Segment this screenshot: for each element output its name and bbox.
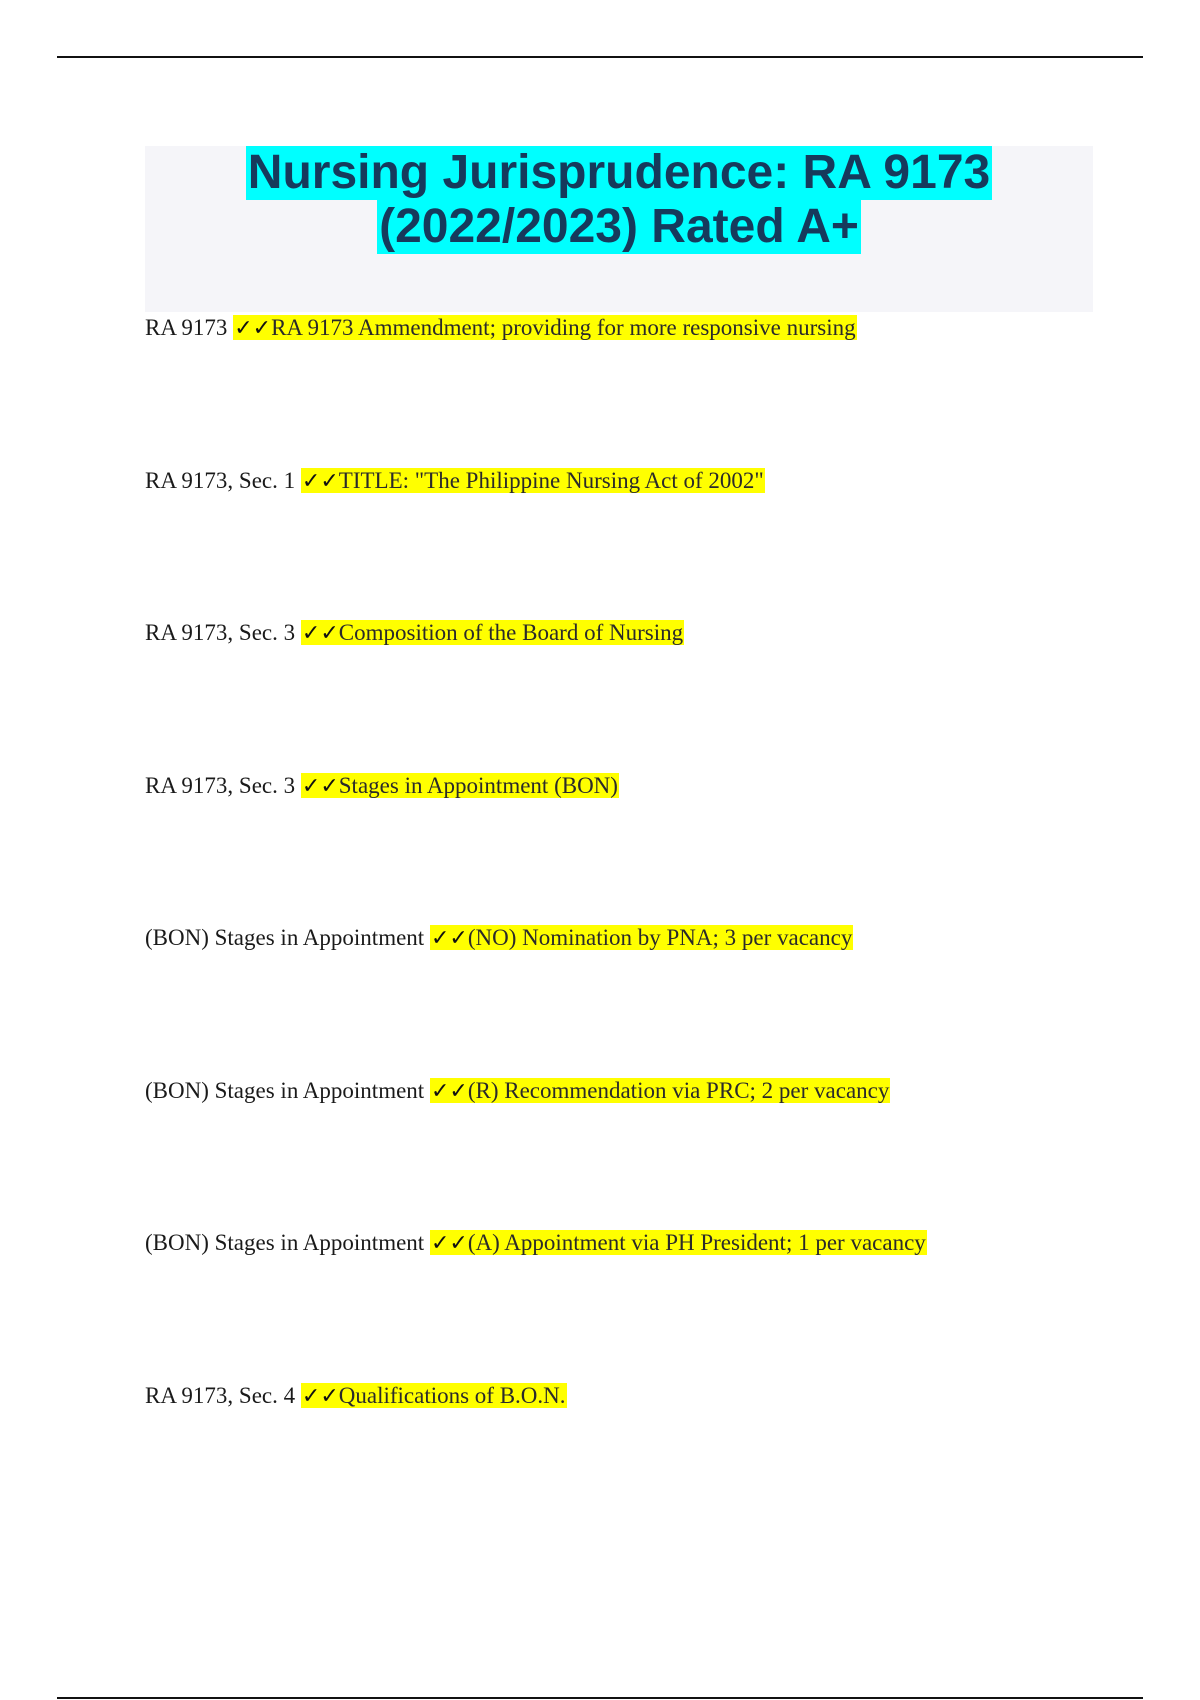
entry-answer: Stages in Appointment (BON) (338, 773, 618, 798)
title-line-2: (2022/2023) Rated A+ (379, 200, 859, 253)
qa-entry (145, 923, 853, 954)
entry-answer: TITLE: "The Philippine Nursing Act of 2002" (338, 468, 764, 493)
document-title (145, 146, 1093, 254)
entry-answer: (A) Appointment via PH President; 1 per vacancy (467, 1230, 926, 1255)
qa-entry (145, 618, 684, 649)
title-line-1: Nursing Jurisprudence: RA 9173 (247, 146, 991, 199)
entry-answer-highlight (430, 925, 853, 950)
entry-answer-highlight (233, 315, 856, 340)
double-check-icon: ✓✓ (430, 926, 468, 951)
entry-term: RA 9173, Sec. 4 (145, 1383, 296, 1408)
top-divider (57, 56, 1143, 58)
entry-term: (BON) Stages in Appointment (145, 925, 425, 950)
double-check-icon: ✓✓ (301, 774, 339, 799)
qa-entry (145, 313, 857, 344)
bottom-divider (57, 1697, 1143, 1699)
title-block (145, 146, 1093, 312)
entry-answer: (NO) Nomination by PNA; 3 per vacancy (467, 925, 853, 950)
double-check-icon: ✓✓ (301, 469, 339, 494)
entry-term: (BON) Stages in Appointment (145, 1230, 425, 1255)
qa-entry (145, 466, 765, 497)
qa-entry (145, 1228, 927, 1259)
entry-answer: (R) Recommendation via PRC; 2 per vacancy (467, 1078, 890, 1103)
entry-term: RA 9173, Sec. 3 (145, 620, 296, 645)
entry-term: RA 9173, Sec. 3 (145, 773, 296, 798)
entry-term: RA 9173, Sec. 1 (145, 468, 296, 493)
entry-answer: Composition of the Board of Nursing (338, 620, 684, 645)
entry-answer: RA 9173 Ammendment; providing for more responsive nursing (271, 315, 856, 340)
entry-answer-highlight (430, 1230, 927, 1255)
double-check-icon: ✓✓ (301, 1384, 339, 1409)
double-check-icon: ✓✓ (234, 316, 272, 341)
entry-answer-highlight (430, 1078, 890, 1103)
double-check-icon: ✓✓ (430, 1231, 468, 1256)
entry-term: RA 9173 (145, 315, 228, 340)
entry-answer-highlight (301, 773, 619, 798)
qa-entry (145, 1076, 890, 1107)
entry-answer: Qualifications of B.O.N. (338, 1383, 566, 1408)
entry-answer-highlight (301, 468, 765, 493)
entry-answer-highlight (301, 620, 684, 645)
qa-entry (145, 1381, 567, 1412)
entry-answer-highlight (301, 1383, 567, 1408)
double-check-icon: ✓✓ (430, 1079, 468, 1104)
qa-entry (145, 771, 619, 802)
double-check-icon: ✓✓ (301, 621, 339, 646)
entry-term: (BON) Stages in Appointment (145, 1078, 425, 1103)
